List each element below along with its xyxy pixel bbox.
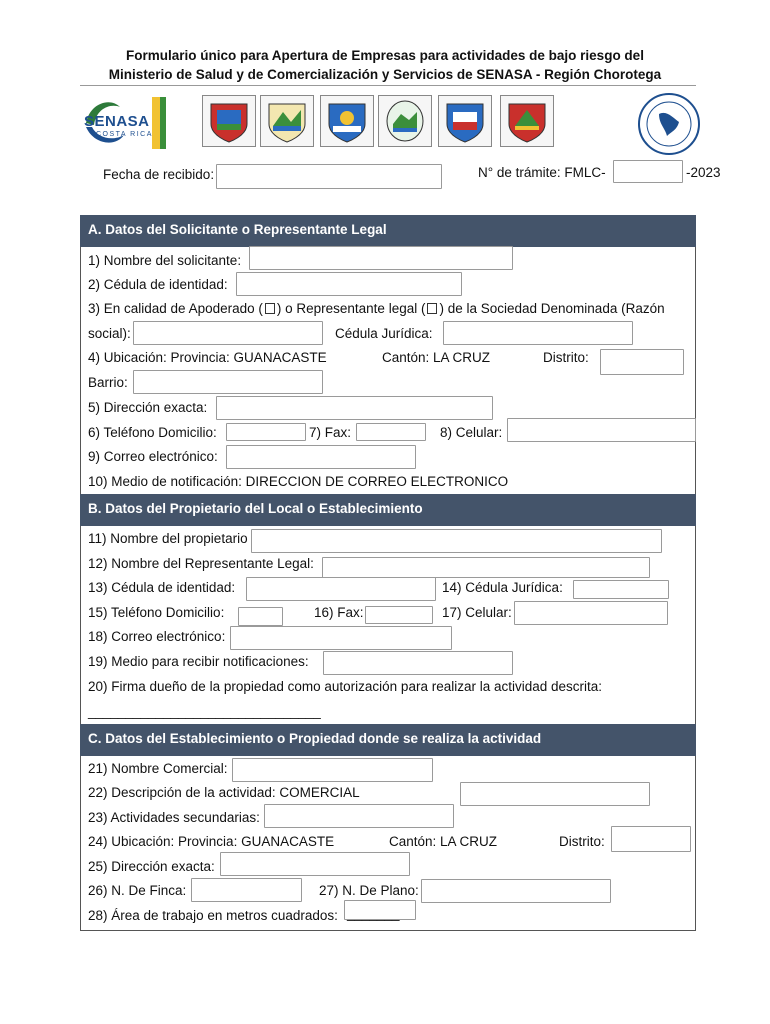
cedula-identidad-label: 2) Cédula de identidad: [88,277,228,292]
calidad-text-2: ) o Representante legal ( [276,301,426,316]
area-trabajo-label: 28) Área de trabajo en metros cuadrados: [88,908,338,923]
celular-label: 8) Celular: [440,425,503,440]
c-distrito-field[interactable] [611,826,691,852]
c-ubicacion-label: 24) Ubicación: Provincia: GUANACASTE [88,834,335,849]
b-cedula-identidad-field[interactable] [246,577,436,601]
ubicacion-label: 4) Ubicación: Provincia: GUANACASTE [88,350,327,365]
celular-field[interactable] [507,418,696,442]
cedula-juridica-field[interactable] [443,321,633,345]
fecha-recibido-field[interactable] [216,164,442,189]
nombre-solicitante-field[interactable] [249,246,513,270]
razon-social-field[interactable] [133,321,323,345]
descripcion-actividad-field[interactable] [460,782,650,806]
telefono-domicilio-field[interactable] [226,423,306,441]
correo-field[interactable] [226,445,416,469]
form-title-line-1: Formulario único para Apertura de Empresas para actividades de bajo riesgo del [126,48,644,63]
form-title-line-2: Ministerio de Salud y de Comercialización y Servicios de SENASA - Región Chorotega [108,67,662,82]
b-medio-notificaciones-label: 19) Medio para recibir notificaciones: [88,654,309,669]
actividades-secundarias-label: 23) Actividades secundarias: [88,810,260,825]
nombre-solicitante-label: 1) Nombre del solicitante: [88,253,242,268]
b-celular-label: 17) Celular: [442,605,512,620]
title-divider [80,85,696,86]
b-signature-line: _______________________________ [88,704,321,719]
calidad-line [88,300,665,318]
correo-label: 9) Correo electrónico: [88,449,218,464]
nombre-propietario-field[interactable] [251,529,662,553]
fax-label: 7) Fax: [309,425,352,440]
c-distrito-label: Distrito: [559,834,605,849]
tramite-label: N° de trámite: FMLC- [478,165,606,180]
b-correo-field[interactable] [230,626,452,650]
b-medio-notificaciones-field[interactable] [323,651,513,675]
nombre-propietario-label: 11) Nombre del propietario [88,531,248,546]
distrito-label: Distrito: [543,350,589,365]
senasa-logo [80,93,172,153]
cedula-identidad-field[interactable] [236,272,462,296]
b-cedula-identidad-label: 13) Cédula de identidad: [88,580,236,595]
telefono-domicilio-label: 6) Teléfono Domicilio: [88,425,217,440]
section-c-header: C. Datos del Establecimiento o Propiedad donde se realiza la actividad [80,724,696,756]
representante-checkbox[interactable] [427,303,437,314]
b-telefono-field[interactable] [238,607,283,626]
cedula-juridica-label: Cédula Jurídica: [335,326,433,341]
fecha-recibido-label: Fecha de recibido: [103,167,215,182]
section-a-header: A. Datos del Solicitante o Representante Legal [80,215,696,247]
area-trabajo-field[interactable] [344,900,416,920]
senasa-logo-text: SENASA [84,113,150,130]
plano-label: 27) N. De Plano: [319,883,419,898]
tramite-suffix: -2023 [686,165,721,180]
senasa-logo-subtext: COSTA RICA [96,131,153,138]
b-correo-label: 18) Correo electrónico: [88,629,226,644]
c-direccion-exacta-label: 25) Dirección exacta: [88,859,215,874]
municipal-shield-2-icon [260,95,314,147]
section-b-header: B. Datos del Propietario del Local o Establecimiento [80,494,696,526]
b-cedula-juridica-field[interactable] [573,580,669,599]
actividades-secundarias-field[interactable] [264,804,454,828]
b-celular-field[interactable] [514,601,668,625]
calidad-text-1: 3) En calidad de Apoderado ( [88,301,263,316]
finca-field[interactable] [191,878,302,902]
plano-field[interactable] [421,879,611,903]
c-direccion-exacta-field[interactable] [220,852,410,876]
area-trabajo-blank: _______ [347,906,400,921]
razon-social-label: social): [88,326,131,341]
descripcion-actividad-label: 22) Descripción de la actividad: COMERCIAL [88,785,360,800]
b-fax-field[interactable] [365,606,433,624]
fax-field[interactable] [356,423,426,441]
barrio-field[interactable] [133,370,323,394]
direccion-exacta-field[interactable] [216,396,493,420]
calidad-text-3: ) de la Sociedad Denominada (Razón [439,301,665,316]
municipal-shield-4-icon [378,95,432,147]
municipal-shield-3-icon [320,95,374,147]
apoderado-checkbox[interactable] [265,303,275,314]
representante-legal-field[interactable] [322,557,650,578]
medio-notificacion: 10) Medio de notificación: DIRECCION DE CORREO ELECTRONICO [88,474,509,489]
nombre-comercial-label: 21) Nombre Comercial: [88,761,228,776]
canton-label: Cantón: LA CRUZ [382,350,491,365]
b-firma-label: 20) Firma dueño de la propiedad como autorización para realizar la actividad descrita: [88,679,603,694]
municipal-shield-1-icon [202,95,256,147]
representante-legal-label: 12) Nombre del Representante Legal: [88,556,314,571]
tramite-number-field[interactable] [613,160,683,183]
b-cedula-juridica-label: 14) Cédula Jurídica: [442,580,563,595]
b-telefono-label: 15) Teléfono Domicilio: [88,605,225,620]
b-fax-label: 16) Fax: [314,605,364,620]
barrio-label: Barrio: [88,375,128,390]
c-canton-label: Cantón: LA CRUZ [389,834,498,849]
municipal-shield-5-icon [438,95,492,147]
finca-label: 26) N. De Finca: [88,883,187,898]
direccion-exacta-label: 5) Dirección exacta: [88,400,208,415]
nombre-comercial-field[interactable] [232,758,433,782]
municipal-shield-6-icon [500,95,554,147]
ministerio-salud-seal-icon [637,92,701,156]
distrito-field[interactable] [600,349,684,375]
